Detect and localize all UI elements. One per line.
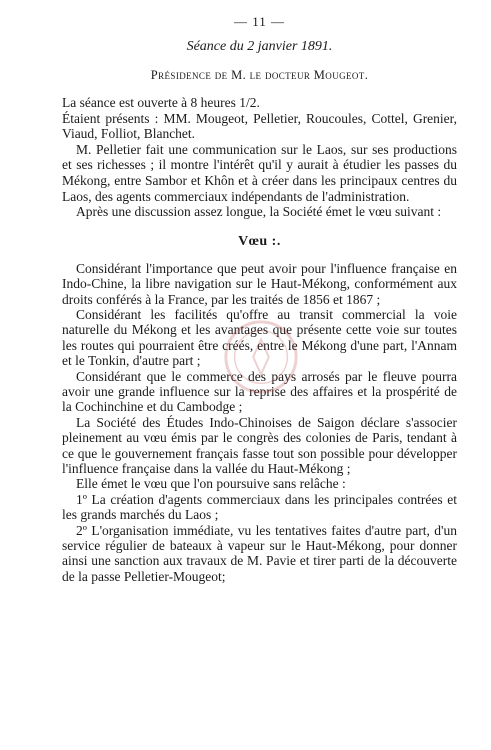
- voeu-paragraph: Elle émet le vœu que l'on poursuive sans relâche :: [76, 476, 346, 492]
- paragraph-communication: M. Pelletier fait une communication sur le Laos, sur ses productions et ses richesses ; il montre l'intérêt qu'il y aurait à étudier les passes du Mékong, entre Sambor et Khôn et à créer dans les principaux centres du Laos, des agents commerciaux indépendants de l'administration.: [62, 141, 457, 204]
- voeu-paragraph: 2º L'organisation immédiate, vu les tentatives faites d'autre part, d'un service régulier de bateaux à vapeur sur le Haut-Mékong, pour donner ainsi une sanction aux travaux de M. Pavie et tirer parti de la découverte de la passe Pelletier-Mougeot;: [62, 522, 457, 584]
- library-stamp-icon: [222, 318, 300, 396]
- voeu-paragraph: Considérant que le commerce des pays arrosés par le fleuve pourra avoir une grande influence sur la reprise des affaires et la prospérité de la Cochinchine et du Cambodge ;: [62, 368, 457, 415]
- voeu-heading: Vœu :.: [238, 233, 281, 249]
- voeu-paragraph: Considérant l'importance que peut avoir pour l'influence française en Indo-Chine, la libre navigation sur le Haut-Mékong, conformément aux droits conférés à la France, par les traités de 1856 et 1867 ;: [62, 260, 457, 307]
- presidency-name: Mougeot.: [313, 68, 369, 82]
- opening-section: [62, 95, 457, 220]
- paragraph-attendees: Étaient présents : MM. Mougeot, Pelletier, Roucoules, Cottel, Grenier, Viaud, Folliot, Blanchet.: [62, 110, 457, 142]
- voeu-paragraph: 1º La création d'agents commerciaux dans les principales contrées et les grands marchés du Laos ;: [62, 491, 457, 523]
- session-title: Séance du 2 janvier 1891.: [186, 39, 333, 54]
- voeu-section: [62, 261, 457, 585]
- voeu-paragraph: Considérant les facilités qu'offre au transit commercial la voie naturelle du Mékong et les avantages que présente cette voie sur toutes les routes qui pourraient être créés, entre le Mékong d'une part, l'Annam et le Tonkin, d'autre part ;: [62, 306, 457, 369]
- presidency-line: [62, 68, 457, 83]
- presidency-prefix: Présidence de M. le docteur: [150, 68, 311, 82]
- voeu-paragraph: La Société des Études Indo-Chinoises de Saigon déclare s'associer pleinement au vœu émis par le congrès des colonies de Paris, tendant à ce que le gouvernement français fasse tout son possible pour développer l'influence française dans la vallée du Haut-Mékong ;: [62, 414, 457, 477]
- paragraph-discussion: Après une discussion assez longue, la Société émet le vœu suivant :: [76, 204, 442, 220]
- page-number: — 11 —: [233, 14, 286, 29]
- paragraph-opening: La séance est ouverte à 8 heures 1/2.: [62, 95, 260, 110]
